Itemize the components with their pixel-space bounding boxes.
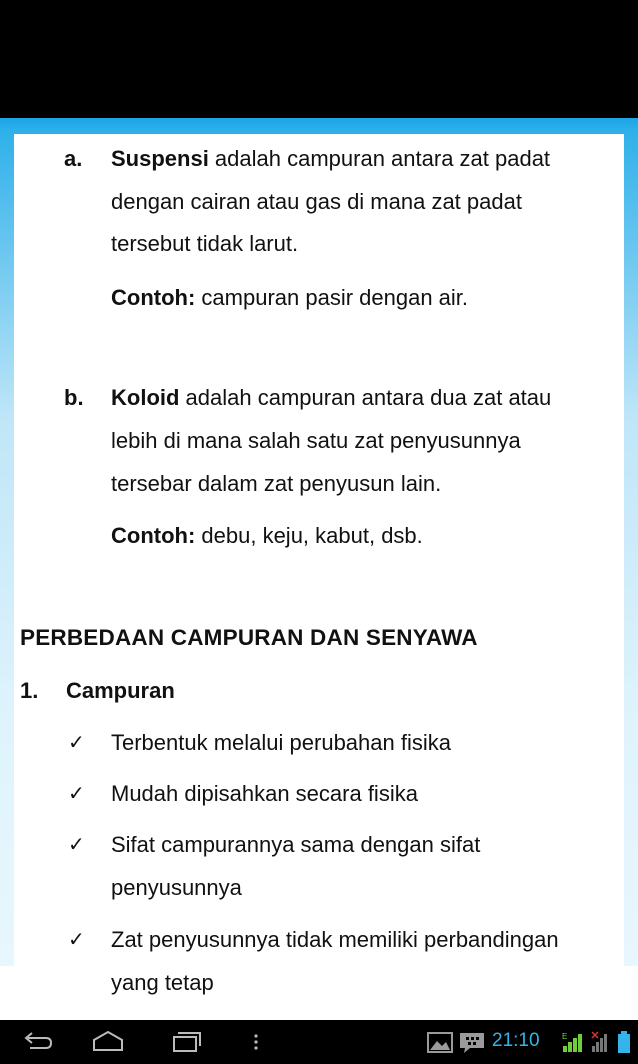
check-icon: ✓ [68,783,85,805]
item-a-line-3: tersebut tidak larut. [111,231,299,256]
bullet-3: Sifat campurannya sama dengan sifat [111,832,481,857]
item-a-example-text: campuran pasir dengan air. [195,285,469,310]
item-a-marker: a. [64,146,83,171]
check-icon: ✓ [68,834,85,856]
back-icon[interactable] [20,1028,56,1056]
item-b-term: Koloid [111,385,180,410]
item-b-example [111,524,423,548]
item-b-marker: b. [64,385,84,410]
item-a-term: Suspensi [111,146,209,171]
bullet-3-cont: penyusunnya [111,875,242,900]
section-heading: PERBEDAAN CAMPURAN DAN SENYAWA [20,625,478,650]
system-nav-bar [0,1020,638,1064]
top-black-bar [0,0,638,118]
home-icon[interactable] [90,1028,126,1056]
gallery-icon [426,1028,454,1056]
item-a-example [111,286,468,310]
bbm-icon [458,1028,486,1056]
bullet-4: Zat penyusunnya tidak memiliki perbandingan [111,927,559,952]
item-a-line-2: dengan cairan atau gas di mana zat padat [111,189,522,214]
svg-text:E: E [562,1032,568,1041]
item-b-example-text: debu, keju, kabut, dsb. [195,523,423,548]
item-b-line-1 [111,386,551,410]
item-b-example-label: Contoh: [111,523,196,548]
item-b-line-2: lebih di mana salah satu zat penyusunnya [111,428,521,453]
signal-2-icon [590,1028,612,1056]
item-a-example-label: Contoh: [111,285,196,310]
item-a-line-1-text: adalah campuran antara zat padat [208,146,551,171]
bullet-2: Mudah dipisahkan secara fisika [111,781,418,806]
check-icon: ✓ [68,929,85,951]
section-1-marker: 1. [20,678,39,703]
item-b-line-3: tersebar dalam zat penyusun lain. [111,471,442,496]
menu-dots-icon[interactable] [248,1028,264,1056]
item-a-line-1 [111,147,550,171]
status-time: 21:10 [492,1030,540,1051]
recent-apps-icon[interactable] [168,1028,204,1056]
check-icon: ✓ [68,732,85,754]
section-1-title: Campuran [66,678,175,703]
signal-icon [560,1028,586,1056]
item-b-line-1-text: adalah campuran antara dua zat atau [179,385,552,410]
page-bottom-strip [0,966,638,1020]
bullet-4-cont: yang tetap [111,970,214,995]
battery-icon [616,1028,632,1056]
bullet-1: Terbentuk melalui perubahan fisika [111,730,451,755]
